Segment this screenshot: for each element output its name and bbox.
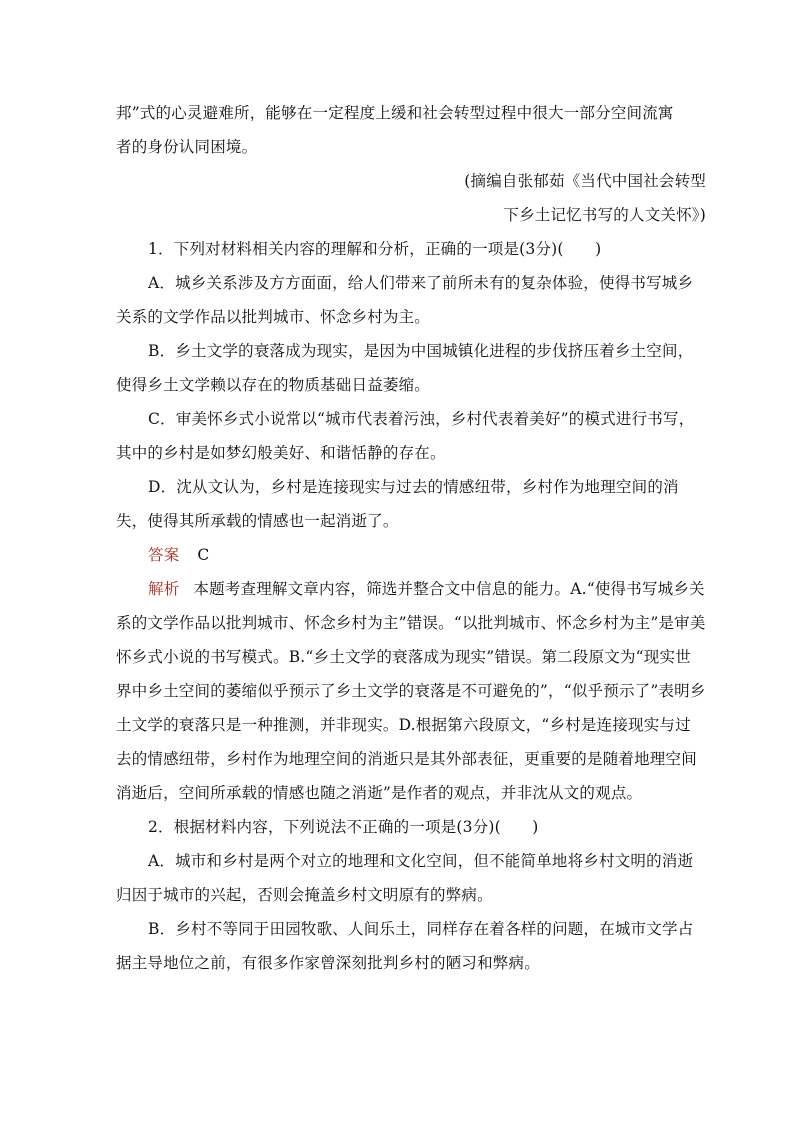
question-2-option-a: A．城市和乡村是两个对立的地理和文化空间，但不能简单地将乡村文明的消逝归因于城市的兴起，否则会掩盖乡村文明原有的弊病。 <box>116 852 694 904</box>
answer-label: 答案 <box>148 546 180 564</box>
question-1-option-c: C．审美怀乡式小说常以“城市代表着污浊，乡村代表着美好”的模式进行书写，其中的乡村是如梦幻般美好、和谐恬静的存在。 <box>116 410 695 462</box>
analysis-label: 解析 <box>148 580 180 598</box>
question-2-option-b: B．乡村不等同于田园牧歌、人间乐土，同样存在着各样的问题，在城市文学占据主导地位之前，有很多作家曾深刻批判乡村的陋习和弊病。 <box>116 920 694 972</box>
passage-line: 者的身份认同困境。 <box>116 138 258 156</box>
question-1-option-b: B．乡土文学的衰落成为现实，是因为中国城镇化进程的步伐挤压着乡土空间，使得乡土文学赖以存在的物质基础日益萎缩。 <box>116 342 694 394</box>
source-citation: (摘编自张郁茹《当代中国社会转型 <box>464 172 706 190</box>
question-2-stem: 2．根据材料内容，下列说法不正确的一项是(3分)( ) <box>148 818 539 836</box>
question-1-stem: 1．下列对材料相关内容的理解和分析，正确的一项是(3分)( ) <box>148 240 602 258</box>
question-1-option-d: D．沈从文认为，乡村是连接现实与过去的情感纽带，乡村作为地理空间的消失，使得其所承载的情感也一起消逝了。 <box>116 478 679 530</box>
analysis-paragraph <box>116 572 706 810</box>
source-citation: 下乡土记忆书写的人文关怀》) <box>503 206 706 224</box>
passage-line: 邦”式的心灵避难所，能够在一定程度上缓和社会转型过程中很大一部分空间流寓 <box>116 104 674 122</box>
answer-line <box>116 538 706 572</box>
question-1-option-a: A．城乡关系涉及方方面面，给人们带来了前所未有的复杂体验，使得书写城乡关系的文学作品以批判城市、怀念乡村为主。 <box>116 274 694 326</box>
analysis-text: 本题考查理解文章内容，筛选并整合文中信息的能力。A.“使得书写城乡关系的文学作品以批判城市、怀念乡村为主”错误。“以批判城市、怀念乡村为主”是审美怀乡式小说的书写模式。B.“乡土文学的衰落成为现实”错误。第二段原文为“现实世界中乡土空间的萎缩似乎预示了乡土文学的衰落是不可避免的”，“似乎预示了”表明乡土文学的衰落只是一种推测，并非现实。D.根据第六段原文，“乡村是连接现实与过去的情感纽带，乡村作为地理空间的消逝只是其外部表征，更重要的是随着地理空间消逝后，空间所承载的情感也随之消逝”是作者的观点，并非沈从文的观点。 <box>116 580 706 802</box>
answer-value: C <box>197 546 210 564</box>
